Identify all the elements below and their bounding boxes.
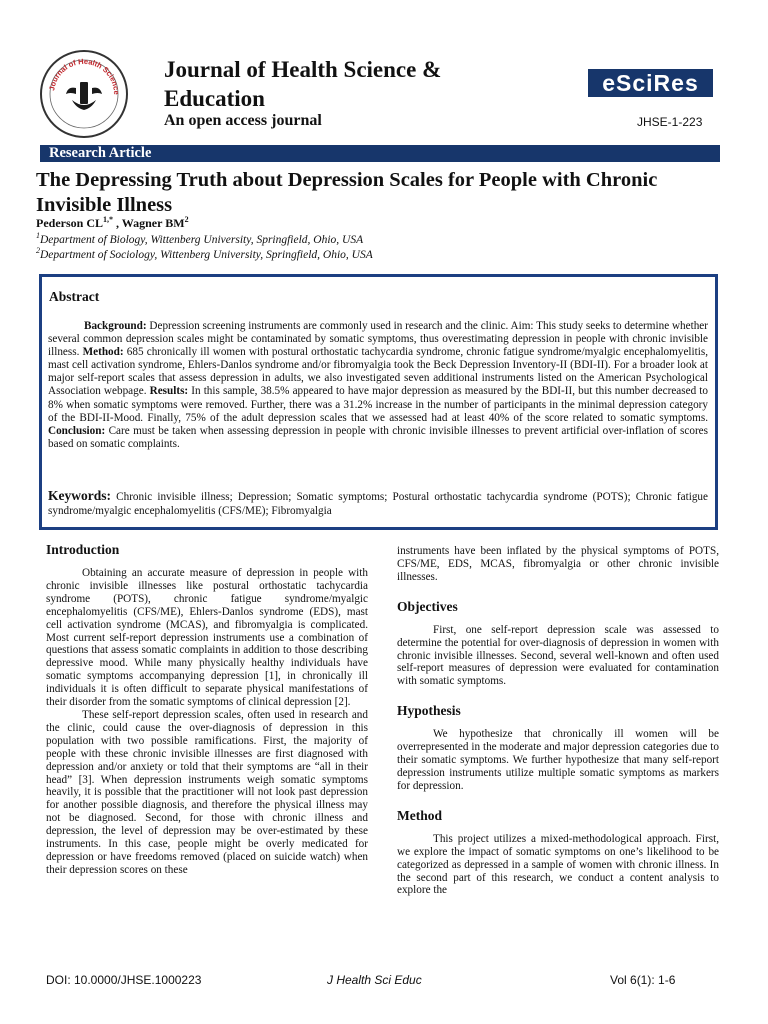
affiliation-sup: 2 <box>36 246 40 255</box>
article-title: The Depressing Truth about Depression Scales for People with Chronic Invisible Illness <box>36 169 658 216</box>
journal-logo <box>36 48 132 140</box>
keywords <box>48 489 708 518</box>
author-name: Pederson CL <box>36 216 103 230</box>
article-type-label: Research Article <box>49 145 152 161</box>
article-type-banner <box>40 145 720 162</box>
affiliation <box>36 231 363 246</box>
conclusion-text: Care must be taken when assessing depression in people with chronic invisible illnesses to prevent artificial over-inflation of scores based on somatic complaints. <box>48 424 708 450</box>
left-column <box>46 541 368 877</box>
author-list <box>36 215 189 231</box>
introduction-paragraph: Obtaining an accurate measure of depression in people with chronic invisible illnesses like postural orthostatic tachycardia syndrome (POTS), chronic fatigue syndrome/myalgic encephalomyelitis (CFS/ME), Ehlers-Danlos syndrome (EDS), mast cell activation syndrome (MCAS), and fibromyalgia is complicated. Most current self-report depression instruments use a combination of questions that assess somatic complaints in addition to those describing depressive mood. While many physically healthy individuals have somatic symptoms accompanying depression [1], in chronically ill individuals it is often difficult to separate physical manifestations of their disorder from the somatic symptoms of clinical depression [2]. <box>46 567 368 709</box>
results-text: In this sample, 38.5% appeared to have major depression as measured by the BDI-II, but this number decreased to 8% when somatic symptoms were removed. Further, there was a 31.2% increase in the number of participants in the minimal depression category of the BDI-II-Mood. Finally, 75% of the adult depression scales that we assessed had at least 40% of the score related to somatic symptoms. <box>48 385 708 424</box>
publisher-logo: eSciRes <box>588 69 713 97</box>
author-sup: 2 <box>184 215 189 224</box>
affiliation-text: Department of Biology, Wittenberg University, Springfield, Ohio, USA <box>40 233 364 246</box>
introduction-heading: Introduction <box>46 542 120 557</box>
introduction-paragraph: These self-report depression scales, often used in research and the clinic, could cause the over-diagnosis of depression in this population with two possible ramifications. First, the majority of people with these chronic invisible illnesses are first diagnosed with depression and/or anxiety or told that their symptoms are “all in their head” [3]. When depression instruments weigh somatic symptoms heavily, it is possible that the practitioner will not look past depression for another possible diagnosis, and therefore the physical illness may not be diagnosed. Second, for those with chronic illness and depression, the level of depression may be over-estimated by these instruments. In this case, people might be overly medicated for depression or have freedoms removed (placed on suicide watch) when their depression scores on these <box>46 708 368 876</box>
footer-doi: DOI: 10.0000/JHSE.1000223 <box>46 973 202 987</box>
affiliation-sup: 1 <box>36 231 40 240</box>
abstract-body <box>48 320 708 451</box>
hypothesis-heading: Hypothesis <box>397 703 461 719</box>
affiliation <box>36 246 373 261</box>
keywords-text: Chronic invisible illness; Depression; Somatic symptoms; Postural orthostatic tachycardia syndrome (POTS); Chronic fatigue syndrome/myalgic encephalomyelitis (CFS/ME); Fibromyalgia <box>48 491 708 517</box>
journal-subtitle: An open access journal <box>164 112 322 129</box>
keywords-label: Keywords: <box>48 488 111 503</box>
method-text: 685 chronically ill women with postural orthostatic tachycardia syndrome, chronic fatigue syndrome/myalgic encephalomyelitis, mast cell activation syndrome, Ehlers-Danlos syndrome and/or fibromyalgia took the Beck Depression Inventory-II (BDI-II). For a broader look at major self-report scales that assess depression in adults, we also investigated seven additional instruments listed on the American Psychological Association webpage. <box>48 346 708 398</box>
conclusion-label: Conclusion: <box>48 424 106 437</box>
author-name: Wagner BM <box>121 216 185 230</box>
svg-text:Journal of Health Science & Ed <box>36 48 121 95</box>
background-label: Background: <box>84 320 147 332</box>
results-label: Results: <box>149 385 189 398</box>
method-paragraph: This project utilizes a mixed-methodological approach. First, we explore the impact of somatic symptoms on one’s likelihood to be categorized as depressed in a sample of women with chronic illness. In the second part of this research, we conduct a content analysis to explore the <box>397 832 719 897</box>
right-column <box>397 545 719 897</box>
author-sup: 1,* <box>103 215 113 224</box>
journal-title: Journal of Health Science & Education <box>164 57 442 111</box>
objectives-heading: Objectives <box>397 598 458 614</box>
journal-code: JHSE-1-223 <box>637 115 703 129</box>
author-separator: , <box>113 216 122 230</box>
continued-paragraph: instruments have been inflated by the physical symptoms of POTS, CFS/ME, EDS, MCAS, fibromyalgia or other chronic invisible illnesses. <box>397 545 719 583</box>
footer-volume: Vol 6(1): 1-6 <box>610 973 676 987</box>
hypothesis-paragraph: We hypothesize that chronically ill women will be overrepresented in the moderate and major depression categories due to their somatic symptoms. We further hypothesize that many self-report depression instruments utilize multiple somatic symptoms as markers for depression. <box>397 728 719 792</box>
journal-logo-graphic <box>36 48 132 140</box>
abstract-box <box>39 274 718 530</box>
logo-lettering: Journal of Health Science <box>47 56 122 95</box>
method-label: Method: <box>82 346 124 359</box>
abstract-heading: Abstract <box>49 289 100 304</box>
objectives-paragraph: First, one self-report depression scale was assessed to determine the potential for over-diagnosis of depression in women with chronic invisible illnesses. Second, several well-known and often used self-report measures of depression were evaluated for contamination with somatic symptoms. <box>397 623 719 688</box>
affiliation-text: Department of Sociology, Wittenberg University, Springfield, Ohio, USA <box>40 248 373 261</box>
background-text: Depression screening instruments are commonly used in research and the clinic. Aim: This study seeks to determine whether several common depression scales might be contaminated by somatic symptoms, thus overestimating depression in people with chronic invisible illness. <box>48 320 708 359</box>
footer-journal: J Health Sci Educ <box>327 973 422 987</box>
method-heading: Method <box>397 807 442 823</box>
